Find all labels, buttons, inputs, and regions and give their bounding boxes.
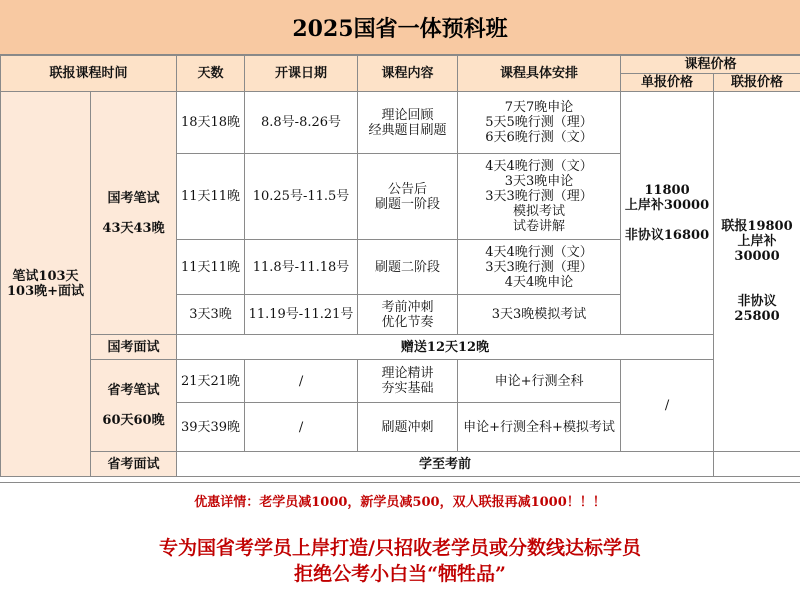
discount-text: 优惠详情：老学员减1000，新学员减500，双人联报再减1000！！！ (194, 495, 606, 510)
nw-row3-days: 11天11晚 (177, 240, 245, 295)
national-written-single-price: 11800 上岸补30000 非协议16800 (621, 92, 714, 335)
provincial-interview-value: 学至考前 (177, 452, 714, 477)
schedule-table (0, 55, 800, 477)
nw-row3-date: 11.8号-11.18号 (245, 240, 358, 295)
nw-row1-arrangement: 7天7晚申论 5天5晚行测（理） 6天6晚行测（文） (458, 92, 621, 154)
joint-price: 联报19800 上岸补 30000 非协议 25800 (714, 92, 800, 452)
slogan-line-2: 拒绝公考小白当“牺牲品” (294, 563, 506, 585)
nw-row4-arrangement: 3天3晚模拟考试 (458, 295, 621, 335)
national-interview-label: 国考面试 (91, 335, 177, 360)
provincial-interview-label: 省考面试 (91, 452, 177, 477)
header-start-date: 开课日期 (245, 56, 358, 92)
nw-row2-date: 10.25号-11.5号 (245, 154, 358, 240)
nw-row3-arrangement: 4天4晚行测（文） 3天3晚行测（理） 4天4晚申论 (458, 240, 621, 295)
nw-row2-content: 公告后 刷题一阶段 (358, 154, 458, 240)
header-period: 联报课程时间 (1, 56, 177, 92)
pw-row1-content: 理论精讲 夯实基础 (358, 360, 458, 403)
poster-title: 2025国省一体预科班 (0, 0, 800, 55)
nw-row1-date: 8.8号-8.26号 (245, 92, 358, 154)
header-content: 课程内容 (358, 56, 458, 92)
pw-row2-date: / (245, 403, 358, 452)
nw-row4-date: 11.19号-11.21号 (245, 295, 358, 335)
header-arrangement: 课程具体安排 (458, 56, 621, 92)
national-interview-value: 赠送12天12晚 (177, 335, 714, 360)
nw-row1-days: 18天18晚 (177, 92, 245, 154)
header-joint-price: 联报价格 (714, 74, 800, 92)
header-days: 天数 (177, 56, 245, 92)
nw-row1-content: 理论回顾 经典题目刷题 (358, 92, 458, 154)
pw-row2-days: 39天39晚 (177, 403, 245, 452)
provincial-written-label: 省考笔试 60天60晚 (91, 360, 177, 452)
slogan-line-1: 专为国省考学员上岸打造/只招收老学员或分数线达标学员 (159, 537, 641, 559)
footer (0, 482, 800, 590)
nw-row3-content: 刷题二阶段 (358, 240, 458, 295)
national-written-label: 国考笔试 43天43晚 (91, 92, 177, 335)
pw-row1-date: / (245, 360, 358, 403)
group-label: 笔试103天 103晚+面试 (1, 92, 91, 477)
header-price: 课程价格 (621, 56, 800, 74)
nw-row4-content: 考前冲刺 优化节奏 (358, 295, 458, 335)
nw-row2-arrangement: 4天4晚行测（文） 3天3晚申论 3天3晚行测（理） 模拟考试 试卷讲解 (458, 154, 621, 240)
pw-row1-arrangement: 申论+行测全科 (458, 360, 621, 403)
pw-row2-arrangement: 申论+行测全科+模拟考试 (458, 403, 621, 452)
pw-row2-content: 刷题冲刺 (358, 403, 458, 452)
nw-row2-days: 11天11晚 (177, 154, 245, 240)
pw-row1-days: 21天21晚 (177, 360, 245, 403)
header-single-price: 单报价格 (621, 74, 714, 92)
provincial-interview-price-empty (714, 452, 800, 477)
nw-row4-days: 3天3晚 (177, 295, 245, 335)
provincial-written-single-price: / (621, 360, 714, 452)
